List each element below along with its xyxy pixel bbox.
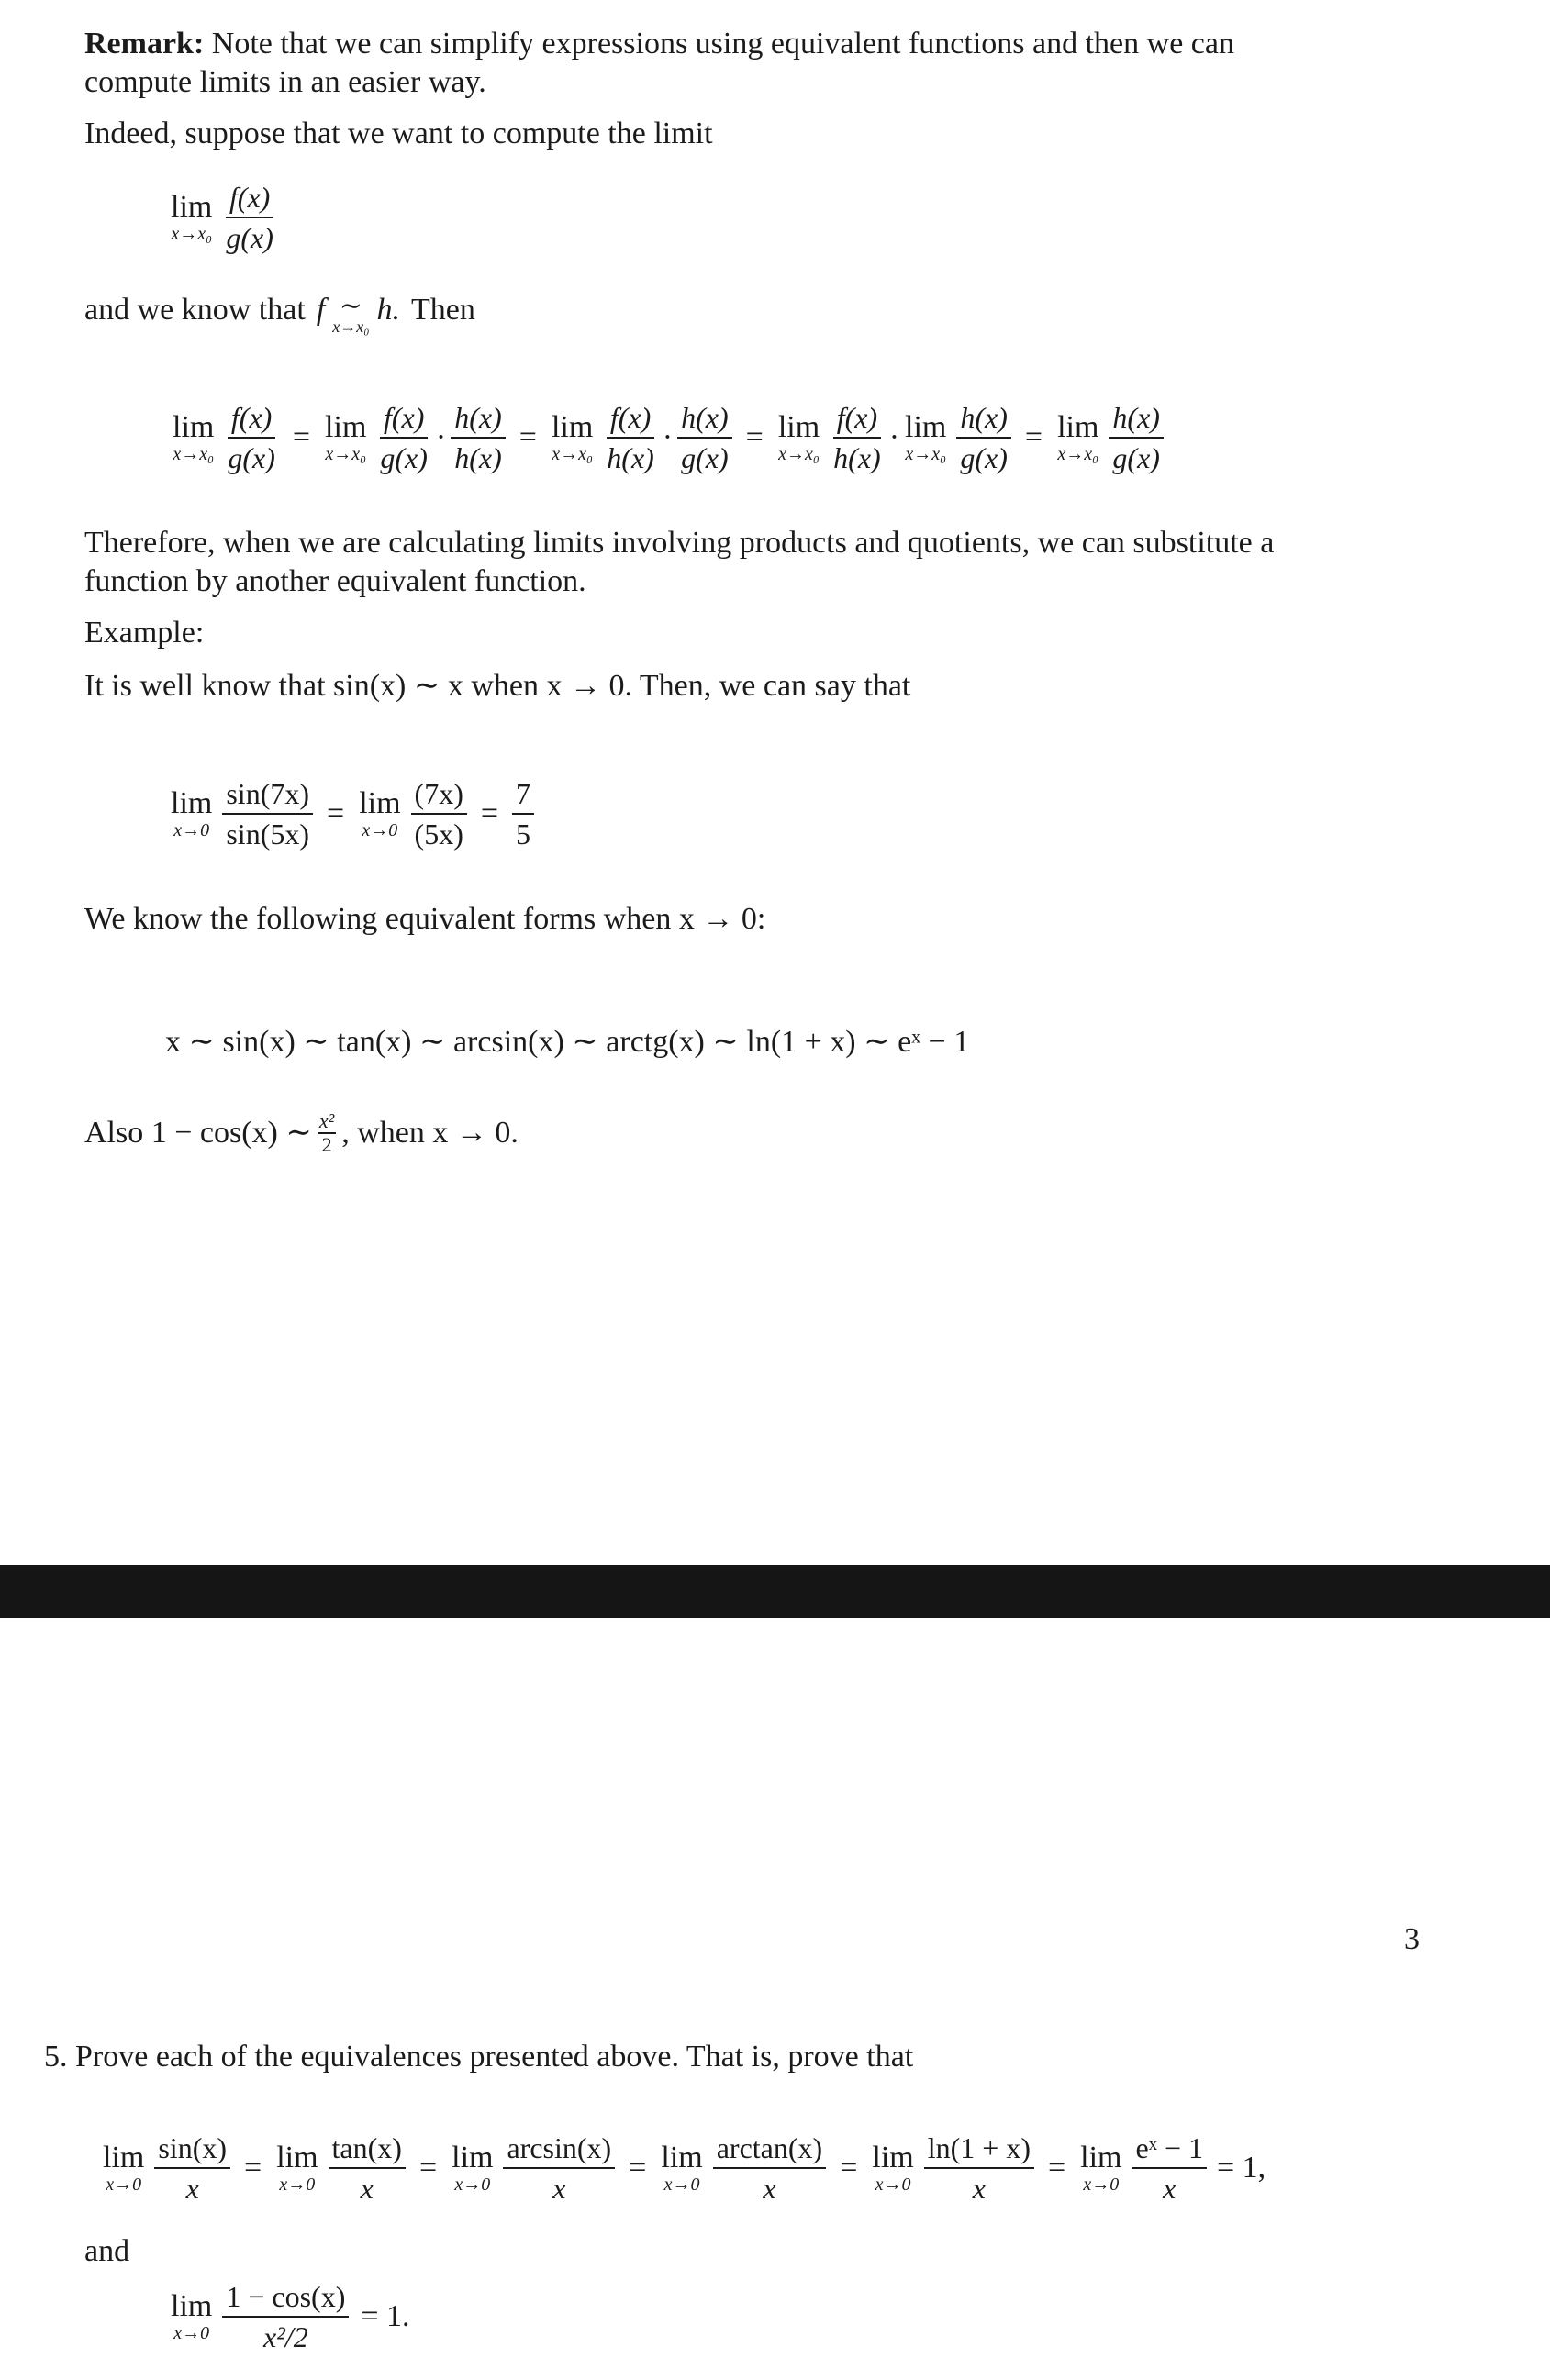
equals-one: = 1.: [361, 2299, 410, 2333]
remark-label: Remark:: [84, 27, 205, 61]
know-then: Then: [410, 293, 475, 327]
equals: =: [745, 420, 764, 454]
equals: =: [292, 420, 311, 454]
lim-operator: lim x→x₀: [173, 410, 215, 464]
equals: =: [418, 2151, 438, 2185]
fraction-f-over-g: $\frac{f(x)}{g(x)}$: [226, 181, 273, 254]
dot: ·: [435, 420, 447, 454]
equals: =: [519, 420, 537, 454]
lim-operator: lim x→0: [276, 2141, 318, 2195]
equals: =: [244, 2151, 262, 2185]
lim-operator: lim x→x₀: [905, 410, 947, 464]
fraction-sin: $\frac{\sin(x)}{x}$: [154, 2130, 230, 2206]
and-text: and: [84, 2234, 130, 2268]
cosine-limit: [165, 2279, 410, 2354]
remark-text: Note that we can simplify expressions using equivalent functions and then we can: [211, 27, 1234, 61]
suppose-text: Indeed, suppose that we want to compute the limit: [84, 117, 713, 150]
fraction: $\frac{h(x)}{h(x)}$: [451, 400, 506, 475]
fraction-seven-fifths: $\frac{7}{5}$: [512, 776, 534, 851]
limit-expression: [165, 180, 282, 255]
problem-statement: 5. Prove each of the equivalences presented above. That is, prove that: [44, 2040, 914, 2074]
fraction-arctan: $\frac{\arctan(x)}{x}$: [713, 2130, 826, 2206]
fraction: $\frac{f(x)}{h(x)}$: [607, 401, 654, 474]
fraction-tan: $\frac{\tan(x)}{x}$: [329, 2130, 406, 2206]
fraction: $\frac{f(x)}{g(x)}$: [380, 401, 428, 474]
fraction: $\frac{f(x)}{h(x)}$: [833, 401, 881, 474]
fraction: $\frac{f(x)}{g(x)}$: [228, 401, 275, 474]
well-known-text: It is well know that sin(x) ∼ x when x → 0. Then, we can say that: [84, 669, 911, 703]
lim-operator: lim x→x₀: [551, 410, 594, 464]
equals: =: [1047, 2151, 1066, 2185]
equals: =: [629, 2151, 647, 2185]
dot: ·: [662, 420, 674, 454]
lim-operator: lim x→0: [1080, 2141, 1122, 2195]
fraction-arcsin: $\frac{\arcsin(x)}{x}$: [503, 2130, 615, 2206]
therefore-line-1: Therefore, when we are calculating limits involving products and quotients, we can substitute a: [84, 526, 1275, 560]
fraction: $\frac{h(x)}{g(x)}$: [677, 400, 732, 475]
equals-one: = 1,: [1217, 2151, 1266, 2185]
know-prefix: and we know that: [84, 293, 306, 327]
also-suffix: , when x → 0.: [341, 1116, 519, 1150]
therefore-line-2: function by another equivalent function.: [84, 564, 586, 598]
equivalence-list: x ∼ sin(x) ∼ tan(x) ∼ arcsin(x) ∼ arctg(x) ∼ ln(1 + x) ∼ eˣ − 1: [165, 1025, 970, 1059]
equals: =: [480, 796, 499, 830]
equals: =: [840, 2151, 858, 2185]
tilde-symbol: ∼ x→x₀: [332, 291, 370, 336]
equals: =: [1024, 420, 1043, 454]
fraction: $\frac{h(x)}{g(x)}$: [956, 400, 1011, 475]
lim-operator: lim x→x₀: [325, 410, 367, 464]
know-h: h.: [376, 293, 400, 327]
lim-operator: lim x→0: [171, 2289, 213, 2343]
fraction: $\frac{(7x)}{(5x)}$: [411, 776, 467, 851]
following-forms-text: We know the following equivalent forms when x → 0:: [84, 902, 766, 936]
example-label: Example:: [84, 616, 205, 650]
also-prefix: Also 1 − cos(x) ∼: [84, 1116, 312, 1150]
equals: =: [327, 796, 345, 830]
fraction-x2-over-2: $\frac{\text{x²}}{2}$: [318, 1109, 335, 1156]
sin-limit-example: [165, 776, 539, 851]
page-number: 3: [1404, 1922, 1420, 1956]
lim-operator: lim x→0: [452, 2141, 494, 2195]
lim-operator: lim x→0: [103, 2141, 145, 2195]
fraction: $\frac{\sin(7x)}{\sin(5x)}$: [222, 776, 313, 851]
remark-line-1: [84, 24, 1234, 64]
fraction: $\frac{h(x)}{g(x)}$: [1109, 400, 1164, 475]
fraction-exp: $\frac{\text{eˣ − 1}}{x}$: [1132, 2130, 1208, 2206]
dot: ·: [888, 420, 900, 454]
cosine-equivalence: [84, 1110, 519, 1156]
lim-operator: lim x→0: [661, 2141, 703, 2195]
know-f: f: [316, 293, 326, 327]
lim-operator: lim x→x₀: [171, 190, 213, 244]
lim-operator: lim x→0: [359, 786, 401, 840]
lim-operator: lim x→0: [171, 786, 213, 840]
remark-line-2: compute limits in an easier way.: [84, 65, 486, 99]
page-separator: [0, 1565, 1550, 1618]
equivalence-statement: [84, 290, 475, 336]
fraction-ln: $\frac{\ln(1 + x)}{x}$: [924, 2130, 1034, 2206]
lim-operator: lim x→x₀: [1057, 410, 1099, 464]
lim-operator: lim x→x₀: [777, 410, 820, 464]
prove-equivalences: [97, 2130, 1266, 2206]
lim-operator: lim x→0: [872, 2141, 914, 2195]
fraction-one-minus-cos: $\frac{1 - \cos(x)}{\text{x²/2}}$: [222, 2279, 349, 2354]
equivalence-chain: [167, 400, 1168, 475]
